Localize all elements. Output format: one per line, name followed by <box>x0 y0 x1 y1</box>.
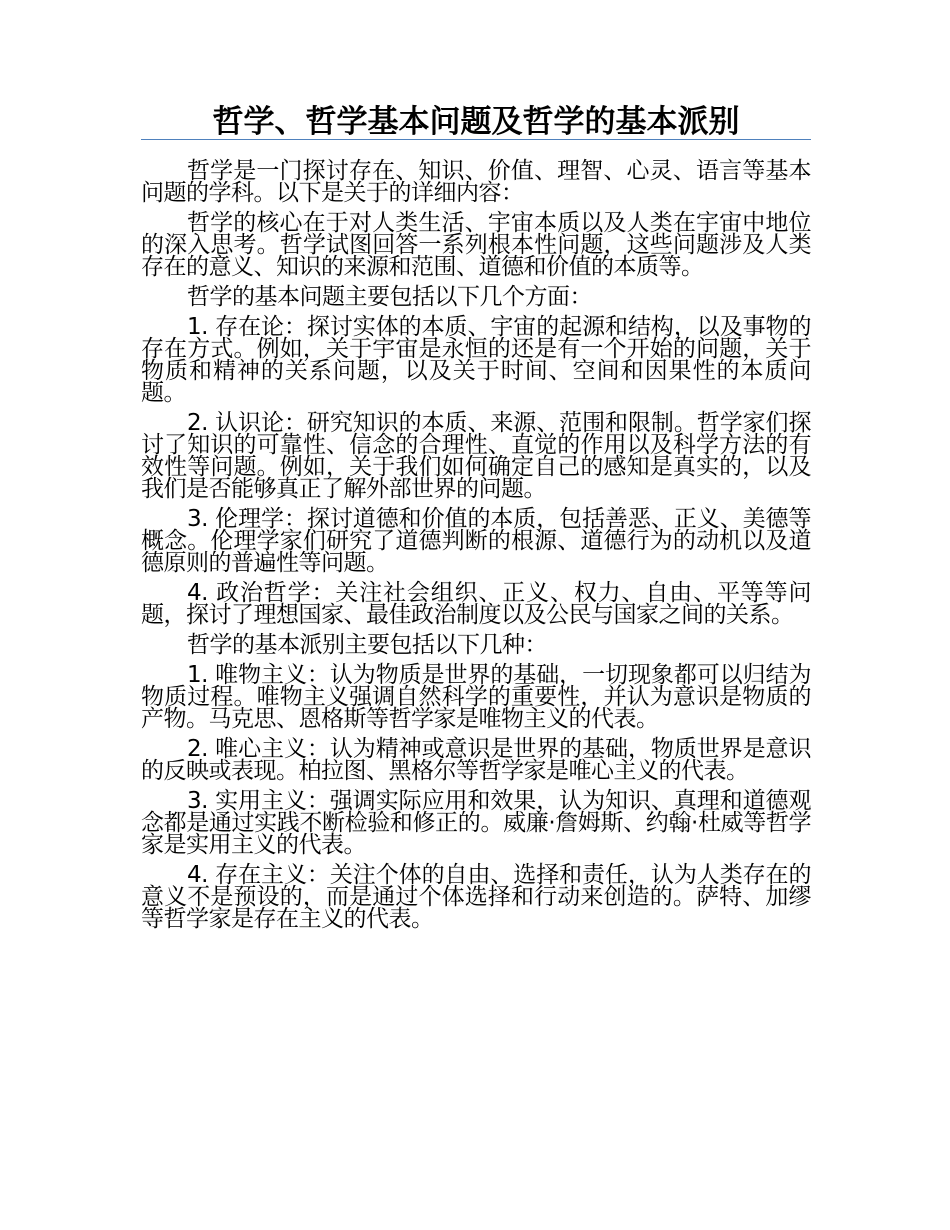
paragraph-basic-questions-heading: 哲学的基本问题主要包括以下几个方面： <box>187 284 592 310</box>
paragraph-intro: 哲学是一门探讨存在、知识、价值、理智、心灵、语言等基本问题的学科。以下是关于的详细内容： <box>141 158 811 206</box>
paragraph-ontology: 1. 存在论：探讨实体的本质、宇宙的起源和结构，以及事物的存在方式。例如，关于宇宙是永恒的还是有一个开始的问题，关于物质和精神的关系问题，以及关于时间、空间和因果性的本质问题。 <box>141 314 811 406</box>
paragraph-idealism: 2. 唯心主义：认为精神或意识是世界的基础，物质世界是意识的反映或表现。柏拉图、黑格尔等哲学家是唯心主义的代表。 <box>141 736 811 784</box>
paragraph-epistemology: 2. 认识论：研究知识的本质、来源、范围和限制。哲学家们探讨了知识的可靠性、信念的合理性、直觉的作用以及科学方法的有效性等问题。例如，关于我们如何确定自己的感知是真实的，以及我们是否能够真正了解外部世界的问题。 <box>141 410 811 502</box>
document-title: 哲学、哲学基本问题及哲学的基本派别 <box>212 104 740 140</box>
paragraph-ethics: 3. 伦理学：探讨道德和价值的本质，包括善恶、正义、美德等概念。伦理学家们研究了道德判断的根源、道德行为的动机以及道德原则的普遍性等问题。 <box>141 506 811 576</box>
paragraph-existentialism: 4. 存在主义：关注个体的自由、选择和责任，认为人类存在的意义不是预设的，而是通过个体选择和行动来创造的。萨特、加缪等哲学家是存在主义的代表。 <box>141 862 811 932</box>
document-body <box>141 160 811 938</box>
title-underline <box>141 139 811 140</box>
paragraph-pragmatism: 3. 实用主义：强调实际应用和效果，认为知识、真理和道德观念都是通过实践不断检验和修正的。威廉·詹姆斯、约翰·杜威等哲学家是实用主义的代表。 <box>141 788 811 858</box>
paragraph-materialism: 1. 唯物主义：认为物质是世界的基础，一切现象都可以归结为物质过程。唯物主义强调自然科学的重要性，并认为意识是物质的产物。马克思、恩格斯等哲学家是唯物主义的代表。 <box>141 662 811 732</box>
paragraph-core: 哲学的核心在于对人类生活、宇宙本质以及人类在宇宙中地位的深入思考。哲学试图回答一系列根本性问题，这些问题涉及人类存在的意义、知识的来源和范围、道德和价值的本质等。 <box>141 210 811 280</box>
paragraph-schools-heading: 哲学的基本派别主要包括以下几种： <box>187 632 547 658</box>
paragraph-political-philosophy: 4. 政治哲学：关注社会组织、正义、权力、自由、平等等问题，探讨了理想国家、最佳政治制度以及公民与国家之间的关系。 <box>141 580 811 628</box>
